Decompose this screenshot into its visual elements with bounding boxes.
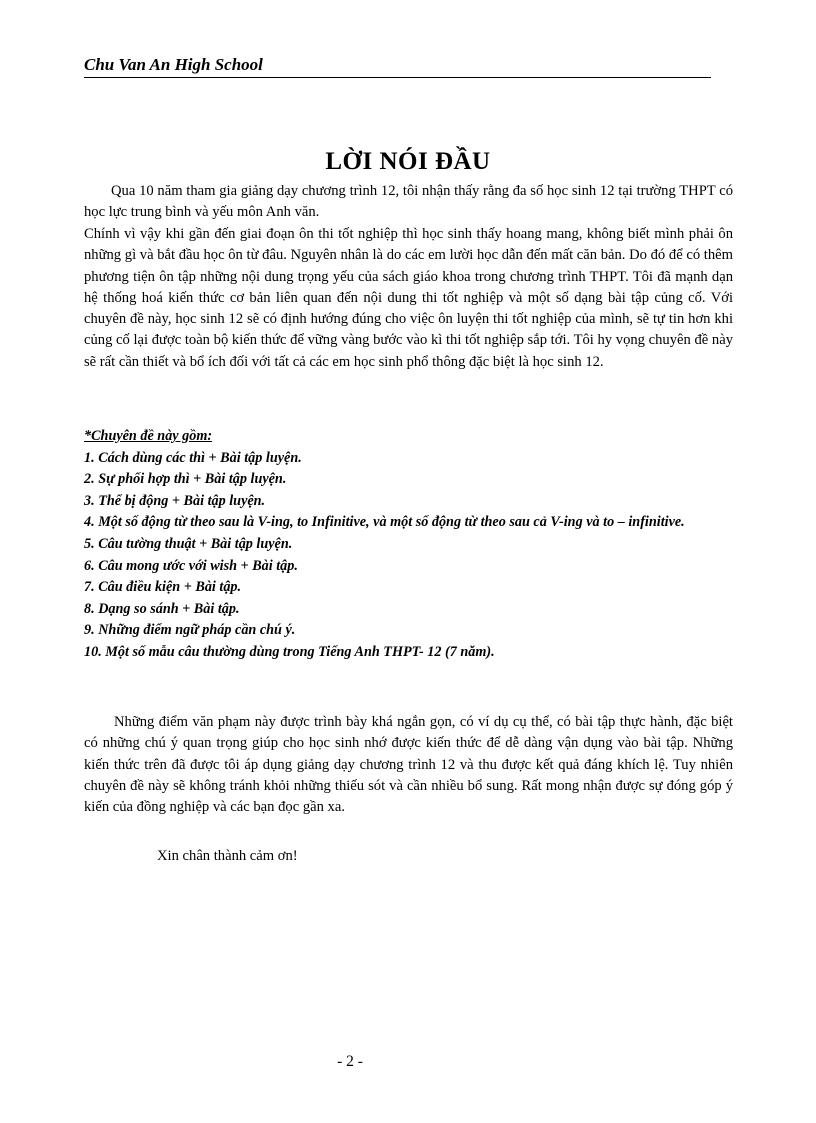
contents-item: 10. Một số mẫu câu thường dùng trong Tiếng Anh THPT- 12 (7 năm). (84, 643, 495, 660)
contents-item: 4. Một số động từ theo sau là V-ing, to Infinitive, và một số động từ theo sau cả V-ing và to – infinitive. (84, 514, 685, 531)
page-header (84, 55, 711, 78)
contents-item: 9. Những điểm ngữ pháp cần chú ý. (84, 622, 296, 639)
page-title: LỜI NÓI ĐẦU (325, 148, 491, 175)
thanks-line: Xin chân thành cảm ơn! (157, 848, 298, 864)
contents-item: 3. Thể bị động + Bài tập luyện. (84, 492, 266, 509)
contents-item: 8. Dạng so sánh + Bài tập. (84, 600, 240, 617)
page-number: - 2 - (337, 1053, 363, 1070)
school-name: Chu Van An High School (84, 55, 263, 74)
contents-heading: *Chuyên đề này gồm: (84, 428, 213, 444)
contents-item: 2. Sự phối hợp thì + Bài tập luyện. (84, 471, 287, 488)
contents-item: 5. Câu tường thuật + Bài tập luyện. (84, 535, 293, 552)
intro-paragraph-1: Qua 10 năm tham gia giảng dạy chương trình 12, tôi nhận thấy rằng đa số học sinh 12 tại trường THPT có học lực trung bình và yếu môn Anh văn. (84, 183, 733, 221)
contents-list (84, 426, 724, 664)
contents-item: 6. Câu mong ước với wish + Bài tập. (84, 557, 298, 574)
closing-paragraph: Những điểm văn phạm này được trình bày khá ngắn gọn, có ví dụ cụ thể, có bài tập thực hành, đặc biệt có những chú ý quan trọng giúp cho học sinh nhớ được kiến thức để dễ dàng vận dụng vào bài tập. Những kiến thức trên đã được tôi áp dụng giảng dạy chương trình 12 và thu được kết quả đáng khích lệ. Tuy nhiên chuyên đề này sẽ không tránh khỏi những thiếu sót và cần nhiều bổ sung. Rất mong nhận được sự đóng góp ý kiến của đồng nghiệp và các bạn đọc gần xa. (84, 714, 733, 816)
contents-item: 1. Cách dùng các thì + Bài tập luyện. (84, 449, 302, 466)
intro-paragraph-2: Chính vì vậy khi gần đến giai đoạn ôn thi tốt nghiệp thì học sinh thấy hoang mang, không biết mình phải ôn những gì và bắt đầu học ôn từ đâu. Nguyên nhân là do các em lười học dẫn đến mất căn bản. Do đó để có thêm phương tiện ôn tập những nội dung trọng yếu của sách giáo khoa trong chương trình THPT. Tôi đã mạnh dạn hệ thống hoá kiến thức cơ bản liên quan đến nội dung thi tốt nghiệp và một số dạng bài tập củng cố. Với chuyên đề này, học sinh 12 sẽ có định hướng đúng cho việc ôn luyện thi tốt nghiệp của mình, sẽ tự tin hơn khi củng cố lại được toàn bộ kiến thức để vững vàng bước vào kì thi tốt nghiệp sắp tới. Tôi hy vọng chuyên đề này sẽ rất cần thiết và bổ ích đối với tất cả các em học sinh phổ thông đặc biệt là học sinh 12. (84, 226, 733, 370)
contents-item: 7. Câu điều kiện + Bài tập. (84, 579, 242, 596)
